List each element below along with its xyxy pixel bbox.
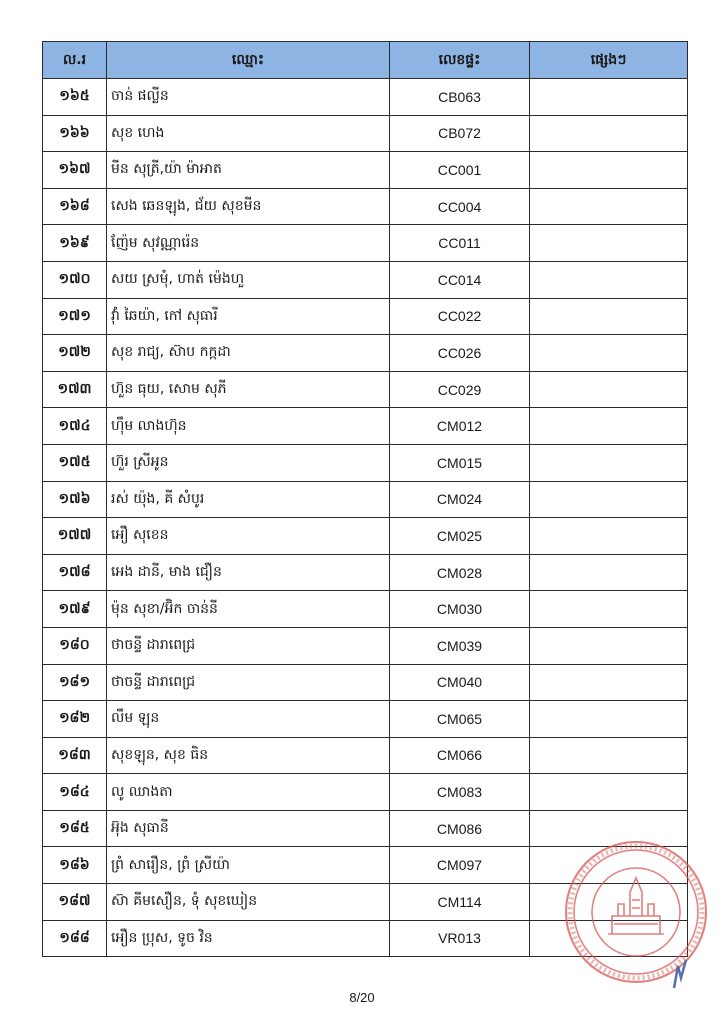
person-name: អេង ដានី, មាង ជឿន [107,554,390,591]
row-number: ១៧៦ [43,481,107,518]
person-name: សុខ ហេង [107,115,390,152]
other-notes [530,664,688,701]
row-number: ១៧០ [43,261,107,298]
row-number: ១៧៥ [43,444,107,481]
other-notes [530,554,688,591]
person-name: សយ ស្រមុំ, ហាត់ ម៉េងហួ [107,261,390,298]
row-number: ១៧៧ [43,518,107,555]
row-number: ១៨៨ [43,920,107,957]
person-name: សេង ឆេនឡុង, ជ័យ សុខមីន [107,188,390,225]
house-number: CM065 [390,701,530,738]
other-notes [530,298,688,335]
other-notes [530,481,688,518]
table-row [43,371,688,408]
table-row [43,115,688,152]
other-notes [530,261,688,298]
other-notes [530,188,688,225]
page-number: 8/20 [349,990,375,1005]
official-seal-stamp [562,838,718,994]
house-number: CC026 [390,335,530,372]
person-name: ម៉ុន សុខា/អ៊ិក ចាន់នី [107,591,390,628]
table-row [43,774,688,811]
row-number: ១៨០ [43,627,107,664]
other-notes [530,591,688,628]
table-row [43,481,688,518]
person-name: សុខឡុន, សុខ ធិន [107,737,390,774]
person-name: លូ ឈាងតា [107,774,390,811]
row-number: ១៦៦ [43,115,107,152]
header-other: ផ្សេងៗ [530,42,688,79]
person-name: លឹម ឡុន [107,701,390,738]
person-name: ញ៉ែម សុវណ្ណារ៉េន [107,225,390,262]
person-name: ថាចន្ទី ដារាពេជ្រ [107,627,390,664]
table-row [43,408,688,445]
table-row [43,298,688,335]
person-name: ហ៊ួន ធុយ, សោម សុភី [107,371,390,408]
person-name: មីន សុត្រី,យ៉ា ម៉ាអាត [107,152,390,189]
house-number: CM039 [390,627,530,664]
table-row [43,701,688,738]
row-number: ១៧៤ [43,408,107,445]
row-number: ១៨២ [43,701,107,738]
other-notes [530,627,688,664]
row-number: ១៨៤ [43,774,107,811]
table-row [43,444,688,481]
row-number: ១៨៣ [43,737,107,774]
other-notes [530,737,688,774]
table-row [43,225,688,262]
house-number: CM025 [390,518,530,555]
house-number: CM012 [390,408,530,445]
other-notes [530,115,688,152]
header-house-number: លេខផ្ទះ [390,42,530,79]
house-number: CC011 [390,225,530,262]
row-number: ១៧៣ [43,371,107,408]
house-number: CM028 [390,554,530,591]
row-number: ១៨៦ [43,847,107,884]
row-number: ១៨១ [43,664,107,701]
house-number: CM030 [390,591,530,628]
house-number: CC004 [390,188,530,225]
other-notes [530,444,688,481]
person-name: រស់ យ៉ុង, គី សំបូរ [107,481,390,518]
row-number: ១៨៥ [43,810,107,847]
table-row [43,591,688,628]
other-notes [530,152,688,189]
house-number: CB072 [390,115,530,152]
house-number: CB063 [390,79,530,116]
other-notes [530,701,688,738]
house-number: CC014 [390,261,530,298]
other-notes [530,408,688,445]
table-row [43,554,688,591]
person-name: ស៊ា គីមសឿន, ទុំ សុខឃៀន [107,884,390,921]
person-name: ព្រំ សារឿន, ព្រំ ស្រីយ៉ា [107,847,390,884]
household-list-table [42,41,688,957]
table-row [43,518,688,555]
house-number: CM024 [390,481,530,518]
house-number: CM083 [390,774,530,811]
house-number: CM066 [390,737,530,774]
other-notes [530,518,688,555]
person-name: ហ៊ួរ ស្រីអូន [107,444,390,481]
house-number: CM015 [390,444,530,481]
person-name: វ៉ាំ ឆៃយ៉ា, កៅ សុធារី [107,298,390,335]
house-number: VR013 [390,920,530,957]
table-row [43,261,688,298]
table-row [43,335,688,372]
table-row [43,664,688,701]
row-number: ១៧៩ [43,591,107,628]
other-notes [530,335,688,372]
other-notes [530,225,688,262]
header-number: ល.រ [43,42,107,79]
house-number: CC029 [390,371,530,408]
house-number: CM086 [390,810,530,847]
row-number: ១៨៧ [43,884,107,921]
table-row [43,627,688,664]
person-name: ហ៊ឹម លាងហ៊ុន [107,408,390,445]
table-row [43,79,688,116]
person-name: អ៊ុង សុធានី [107,810,390,847]
table-row [43,152,688,189]
table-row [43,737,688,774]
person-name: សុខ រាជ្យ, ស៊ាប កក្កដា [107,335,390,372]
header-name: ឈ្មោះ [107,42,390,79]
person-name: ចាន់ ផល្លីន [107,79,390,116]
table-header-row [43,42,688,79]
person-name: អឿន ប្រុស, ទូច វិន [107,920,390,957]
person-name: ថាចន្ទី ដារាពេជ្រ [107,664,390,701]
row-number: ១៦៧ [43,152,107,189]
row-number: ១៧២ [43,335,107,372]
row-number: ១៧១ [43,298,107,335]
other-notes [530,371,688,408]
other-notes [530,774,688,811]
row-number: ១៧៨ [43,554,107,591]
row-number: ១៦៩ [43,225,107,262]
house-number: CC022 [390,298,530,335]
person-name: អឿ សុខេន [107,518,390,555]
other-notes [530,79,688,116]
house-number: CM114 [390,884,530,921]
row-number: ១៦៨ [43,188,107,225]
house-number: CM040 [390,664,530,701]
row-number: ១៦៥ [43,79,107,116]
house-number: CM097 [390,847,530,884]
table-row [43,188,688,225]
house-number: CC001 [390,152,530,189]
